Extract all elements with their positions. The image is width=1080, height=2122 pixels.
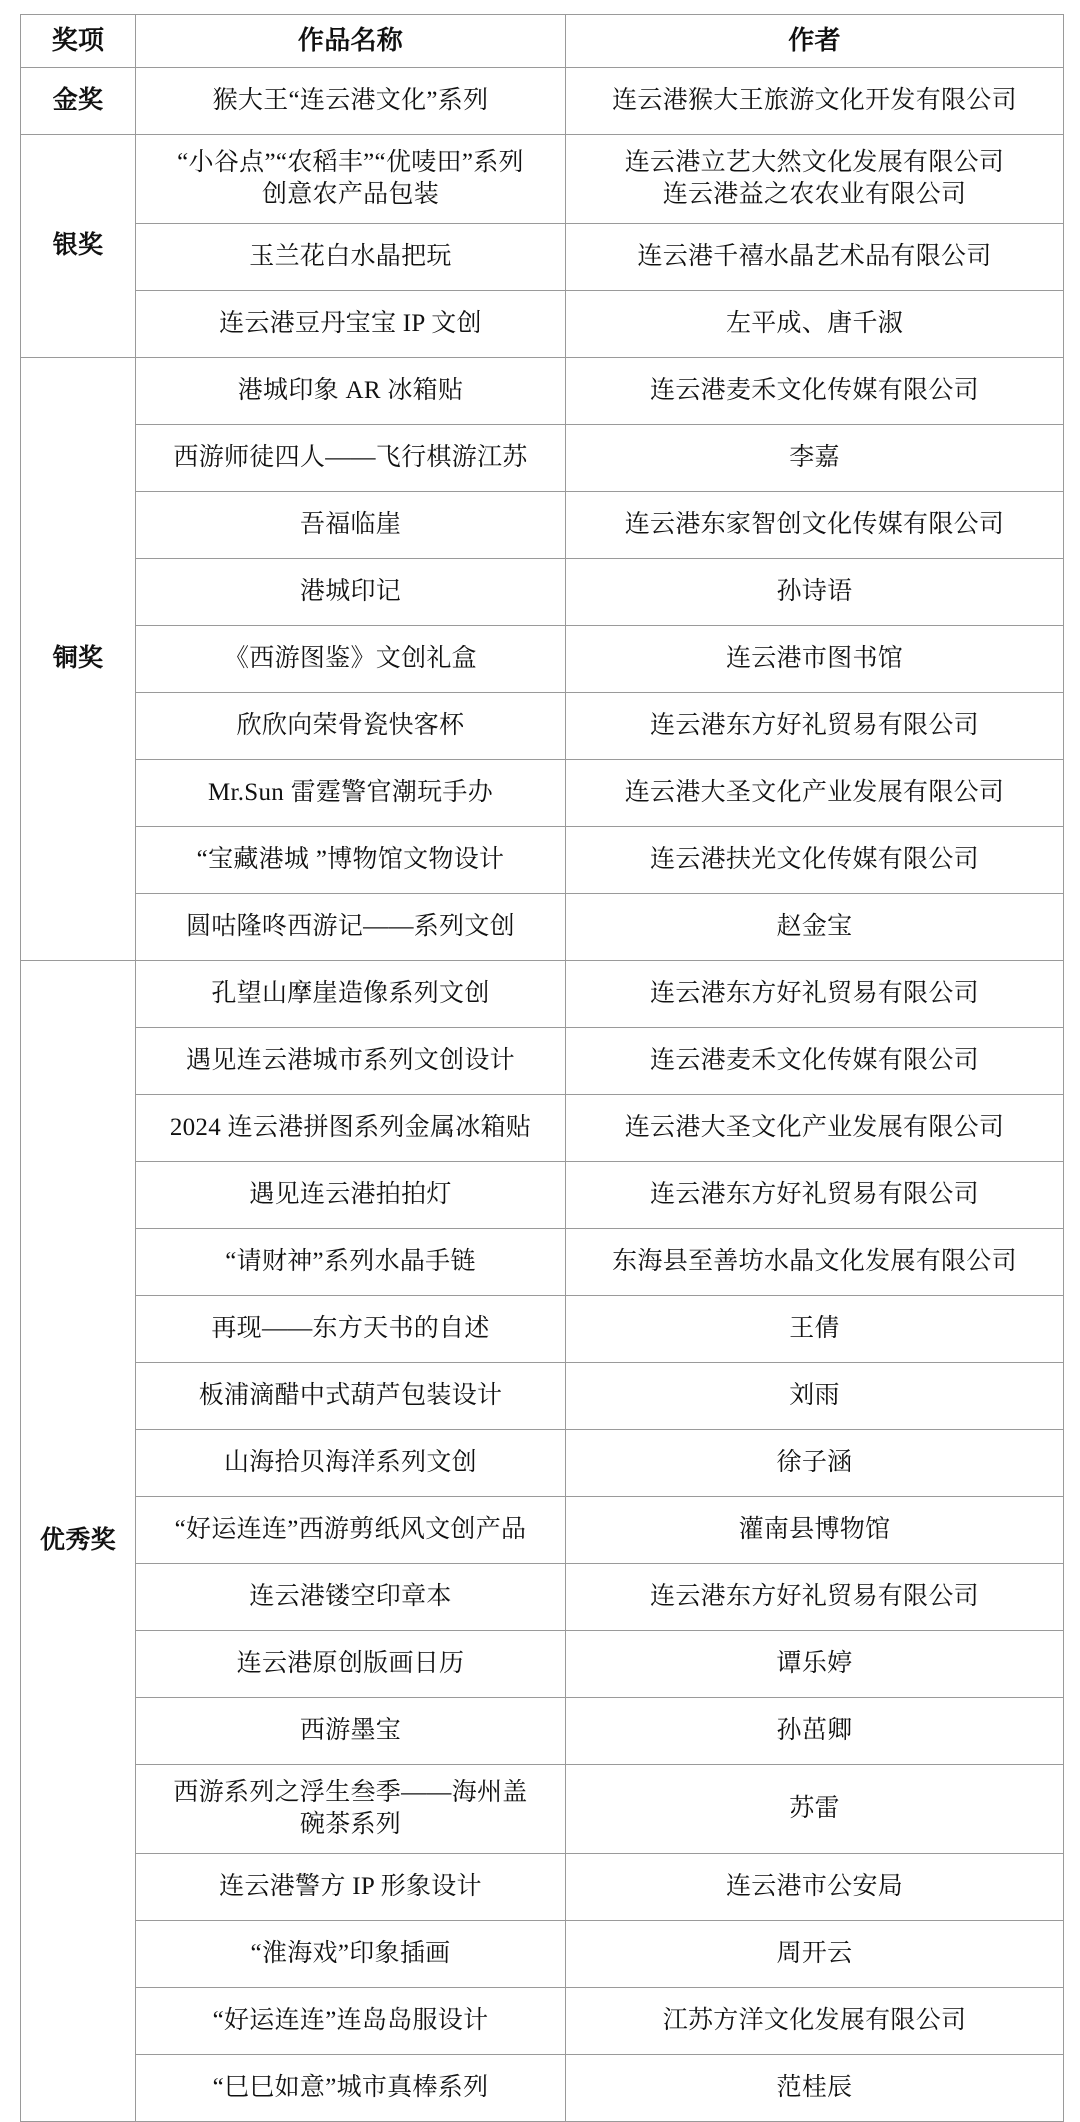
author-cell: 东海县至善坊水晶文化发展有限公司 bbox=[566, 1229, 1064, 1296]
table-row bbox=[21, 1497, 1064, 1564]
work-name-cell: 西游系列之浮生叁季——海州盖 碗茶系列 bbox=[136, 1765, 566, 1854]
table-row bbox=[21, 1564, 1064, 1631]
table-row bbox=[21, 1698, 1064, 1765]
work-name-cell: 孔望山摩崖造像系列文创 bbox=[136, 961, 566, 1028]
table-row bbox=[21, 2055, 1064, 2122]
table-body bbox=[21, 68, 1064, 2122]
table-row bbox=[21, 1095, 1064, 1162]
table-row bbox=[21, 358, 1064, 425]
work-name-cell: 遇见连云港城市系列文创设计 bbox=[136, 1028, 566, 1095]
column-header-award: 奖项 bbox=[21, 15, 136, 68]
work-name-cell: “宝藏港城 ”博物馆文物设计 bbox=[136, 827, 566, 894]
author-cell: 连云港扶光文化传媒有限公司 bbox=[566, 827, 1064, 894]
author-cell: 连云港大圣文化产业发展有限公司 bbox=[566, 760, 1064, 827]
author-cell: 周开云 bbox=[566, 1921, 1064, 1988]
work-name-cell: 西游墨宝 bbox=[136, 1698, 566, 1765]
author-cell: 灌南县博物馆 bbox=[566, 1497, 1064, 1564]
author-cell: 谭乐婷 bbox=[566, 1631, 1064, 1698]
table-row bbox=[21, 1430, 1064, 1497]
work-name-cell: “淮海戏”印象插画 bbox=[136, 1921, 566, 1988]
table-row bbox=[21, 1921, 1064, 1988]
work-name-cell: 2024 连云港拼图系列金属冰箱贴 bbox=[136, 1095, 566, 1162]
work-name-cell: 吾福临崖 bbox=[136, 492, 566, 559]
author-cell: 连云港东家智创文化传媒有限公司 bbox=[566, 492, 1064, 559]
work-name-cell: “好运连连”连岛岛服设计 bbox=[136, 1988, 566, 2055]
table-row bbox=[21, 1229, 1064, 1296]
table-row bbox=[21, 224, 1064, 291]
author-cell: 连云港东方好礼贸易有限公司 bbox=[566, 961, 1064, 1028]
table-row bbox=[21, 894, 1064, 961]
table-row bbox=[21, 1028, 1064, 1095]
author-cell: 范桂辰 bbox=[566, 2055, 1064, 2122]
table-row bbox=[21, 693, 1064, 760]
author-cell: 连云港东方好礼贸易有限公司 bbox=[566, 693, 1064, 760]
table-row bbox=[21, 1162, 1064, 1229]
work-name-cell: “请财神”系列水晶手链 bbox=[136, 1229, 566, 1296]
award-list-table bbox=[20, 14, 1064, 2122]
work-name-cell: 再现——东方天书的自述 bbox=[136, 1296, 566, 1363]
table-row bbox=[21, 760, 1064, 827]
author-cell: 江苏方洋文化发展有限公司 bbox=[566, 1988, 1064, 2055]
author-cell: 孙茁卿 bbox=[566, 1698, 1064, 1765]
work-name-cell: 连云港镂空印章本 bbox=[136, 1564, 566, 1631]
author-cell: 左平成、唐千淑 bbox=[566, 291, 1064, 358]
work-name-cell: 港城印记 bbox=[136, 559, 566, 626]
table-header bbox=[21, 15, 1064, 68]
work-name-cell: 连云港豆丹宝宝 IP 文创 bbox=[136, 291, 566, 358]
table-row bbox=[21, 1363, 1064, 1430]
table-header-row bbox=[21, 15, 1064, 68]
work-name-cell: 连云港原创版画日历 bbox=[136, 1631, 566, 1698]
author-cell: 李嘉 bbox=[566, 425, 1064, 492]
table-row bbox=[21, 492, 1064, 559]
author-cell: 连云港大圣文化产业发展有限公司 bbox=[566, 1095, 1064, 1162]
table-row bbox=[21, 1631, 1064, 1698]
work-name-cell: 欣欣向荣骨瓷快客杯 bbox=[136, 693, 566, 760]
work-name-cell: 西游师徒四人——飞行棋游江苏 bbox=[136, 425, 566, 492]
table-row bbox=[21, 135, 1064, 224]
table-row bbox=[21, 1296, 1064, 1363]
work-name-cell: 港城印象 AR 冰箱贴 bbox=[136, 358, 566, 425]
table-row bbox=[21, 1988, 1064, 2055]
table-row bbox=[21, 68, 1064, 135]
table-row bbox=[21, 1854, 1064, 1921]
author-cell: 连云港立艺大然文化发展有限公司 连云港益之农农业有限公司 bbox=[566, 135, 1064, 224]
author-cell: 孙诗语 bbox=[566, 559, 1064, 626]
table-row bbox=[21, 1765, 1064, 1854]
table-row bbox=[21, 626, 1064, 693]
table-row bbox=[21, 827, 1064, 894]
column-header-work: 作品名称 bbox=[136, 15, 566, 68]
author-cell: 连云港市公安局 bbox=[566, 1854, 1064, 1921]
award-category-cell: 金奖 bbox=[21, 68, 136, 135]
award-category-cell: 优秀奖 bbox=[21, 961, 136, 2122]
column-header-author: 作者 bbox=[566, 15, 1064, 68]
author-cell: 连云港东方好礼贸易有限公司 bbox=[566, 1564, 1064, 1631]
author-cell: 连云港市图书馆 bbox=[566, 626, 1064, 693]
author-cell: 连云港东方好礼贸易有限公司 bbox=[566, 1162, 1064, 1229]
author-cell: 连云港麦禾文化传媒有限公司 bbox=[566, 358, 1064, 425]
work-name-cell: 圆咕隆咚西游记——系列文创 bbox=[136, 894, 566, 961]
table-row bbox=[21, 291, 1064, 358]
work-name-cell: 《西游图鉴》文创礼盒 bbox=[136, 626, 566, 693]
award-category-cell: 银奖 bbox=[21, 135, 136, 358]
work-name-cell: 猴大王“连云港文化”系列 bbox=[136, 68, 566, 135]
author-cell: 刘雨 bbox=[566, 1363, 1064, 1430]
work-name-cell: “巳巳如意”城市真棒系列 bbox=[136, 2055, 566, 2122]
work-name-cell: 遇见连云港拍拍灯 bbox=[136, 1162, 566, 1229]
award-category-cell: 铜奖 bbox=[21, 358, 136, 961]
author-cell: 连云港猴大王旅游文化开发有限公司 bbox=[566, 68, 1064, 135]
work-name-cell: Mr.Sun 雷霆警官潮玩手办 bbox=[136, 760, 566, 827]
author-cell: 连云港千禧水晶艺术品有限公司 bbox=[566, 224, 1064, 291]
author-cell: 王倩 bbox=[566, 1296, 1064, 1363]
table-row bbox=[21, 961, 1064, 1028]
work-name-cell: “小谷点”“农稻丰”“优唛田”系列 创意农产品包装 bbox=[136, 135, 566, 224]
table-row bbox=[21, 559, 1064, 626]
work-name-cell: “好运连连”西游剪纸风文创产品 bbox=[136, 1497, 566, 1564]
work-name-cell: 连云港警方 IP 形象设计 bbox=[136, 1854, 566, 1921]
author-cell: 赵金宝 bbox=[566, 894, 1064, 961]
work-name-cell: 板浦滴醋中式葫芦包装设计 bbox=[136, 1363, 566, 1430]
author-cell: 徐子涵 bbox=[566, 1430, 1064, 1497]
author-cell: 苏雷 bbox=[566, 1765, 1064, 1854]
work-name-cell: 玉兰花白水晶把玩 bbox=[136, 224, 566, 291]
table-row bbox=[21, 425, 1064, 492]
work-name-cell: 山海拾贝海洋系列文创 bbox=[136, 1430, 566, 1497]
author-cell: 连云港麦禾文化传媒有限公司 bbox=[566, 1028, 1064, 1095]
